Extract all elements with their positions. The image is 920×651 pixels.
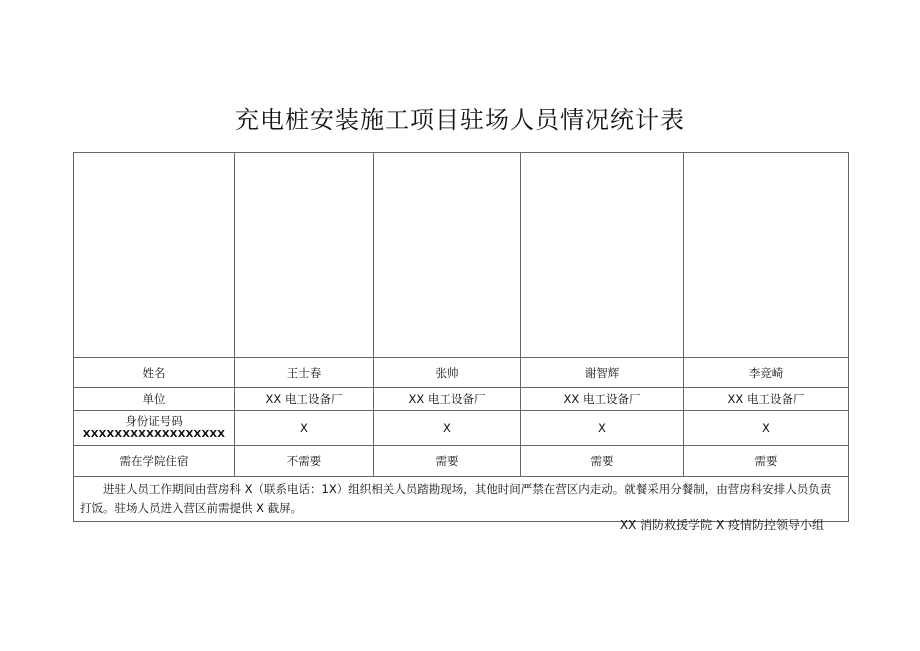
person-id: X — [684, 411, 849, 446]
person-name: 张帅 — [374, 358, 521, 388]
id-mask: XXXXXXXXXXXXXXXXXX — [82, 429, 226, 440]
note-cell — [74, 477, 849, 522]
unit-row — [74, 388, 849, 411]
lodging-label: 需在学院住宿 — [74, 446, 235, 477]
note-text: 进驻人员工作期间由营房科 X（联系电话：1X）组织相关人员踏勘现场，其他时间严禁在营区内走动。就餐采用分餐制，由营房科安排人员负责打饭。驻场人员进入营区前需提供 X 截屏。 — [80, 482, 832, 515]
unit-label: 单位 — [74, 388, 235, 411]
photo-cell — [521, 153, 684, 358]
id-label: 身份证号码 — [125, 414, 183, 428]
person-name: 李竞崎 — [684, 358, 849, 388]
person-id: X — [235, 411, 374, 446]
person-lodging: 需要 — [374, 446, 521, 477]
person-unit: XX 电工设备厂 — [684, 388, 849, 411]
photo-cell — [374, 153, 521, 358]
name-row — [74, 358, 849, 388]
person-lodging: 需要 — [521, 446, 684, 477]
lodging-row — [74, 446, 849, 477]
id-row — [74, 411, 849, 446]
personnel-table — [73, 152, 849, 522]
person-lodging: 需要 — [684, 446, 849, 477]
person-unit: XX 电工设备厂 — [521, 388, 684, 411]
photo-cell — [235, 153, 374, 358]
photo-cell-label — [74, 153, 235, 358]
issuer-signature: XX 消防救援学院 X 疫情防控领导小组 — [619, 518, 824, 532]
note-row — [74, 477, 849, 522]
person-id: X — [521, 411, 684, 446]
person-id: X — [374, 411, 521, 446]
person-lodging: 不需要 — [235, 446, 374, 477]
name-label: 姓名 — [74, 358, 235, 388]
photo-cell — [684, 153, 849, 358]
document-title: 充电桩安装施工项目驻场人员情况统计表 — [235, 106, 685, 134]
person-unit: XX 电工设备厂 — [374, 388, 521, 411]
person-name: 谢智辉 — [521, 358, 684, 388]
person-name: 王士春 — [235, 358, 374, 388]
photo-row — [74, 153, 849, 358]
id-label-cell — [74, 411, 235, 446]
person-unit: XX 电工设备厂 — [235, 388, 374, 411]
